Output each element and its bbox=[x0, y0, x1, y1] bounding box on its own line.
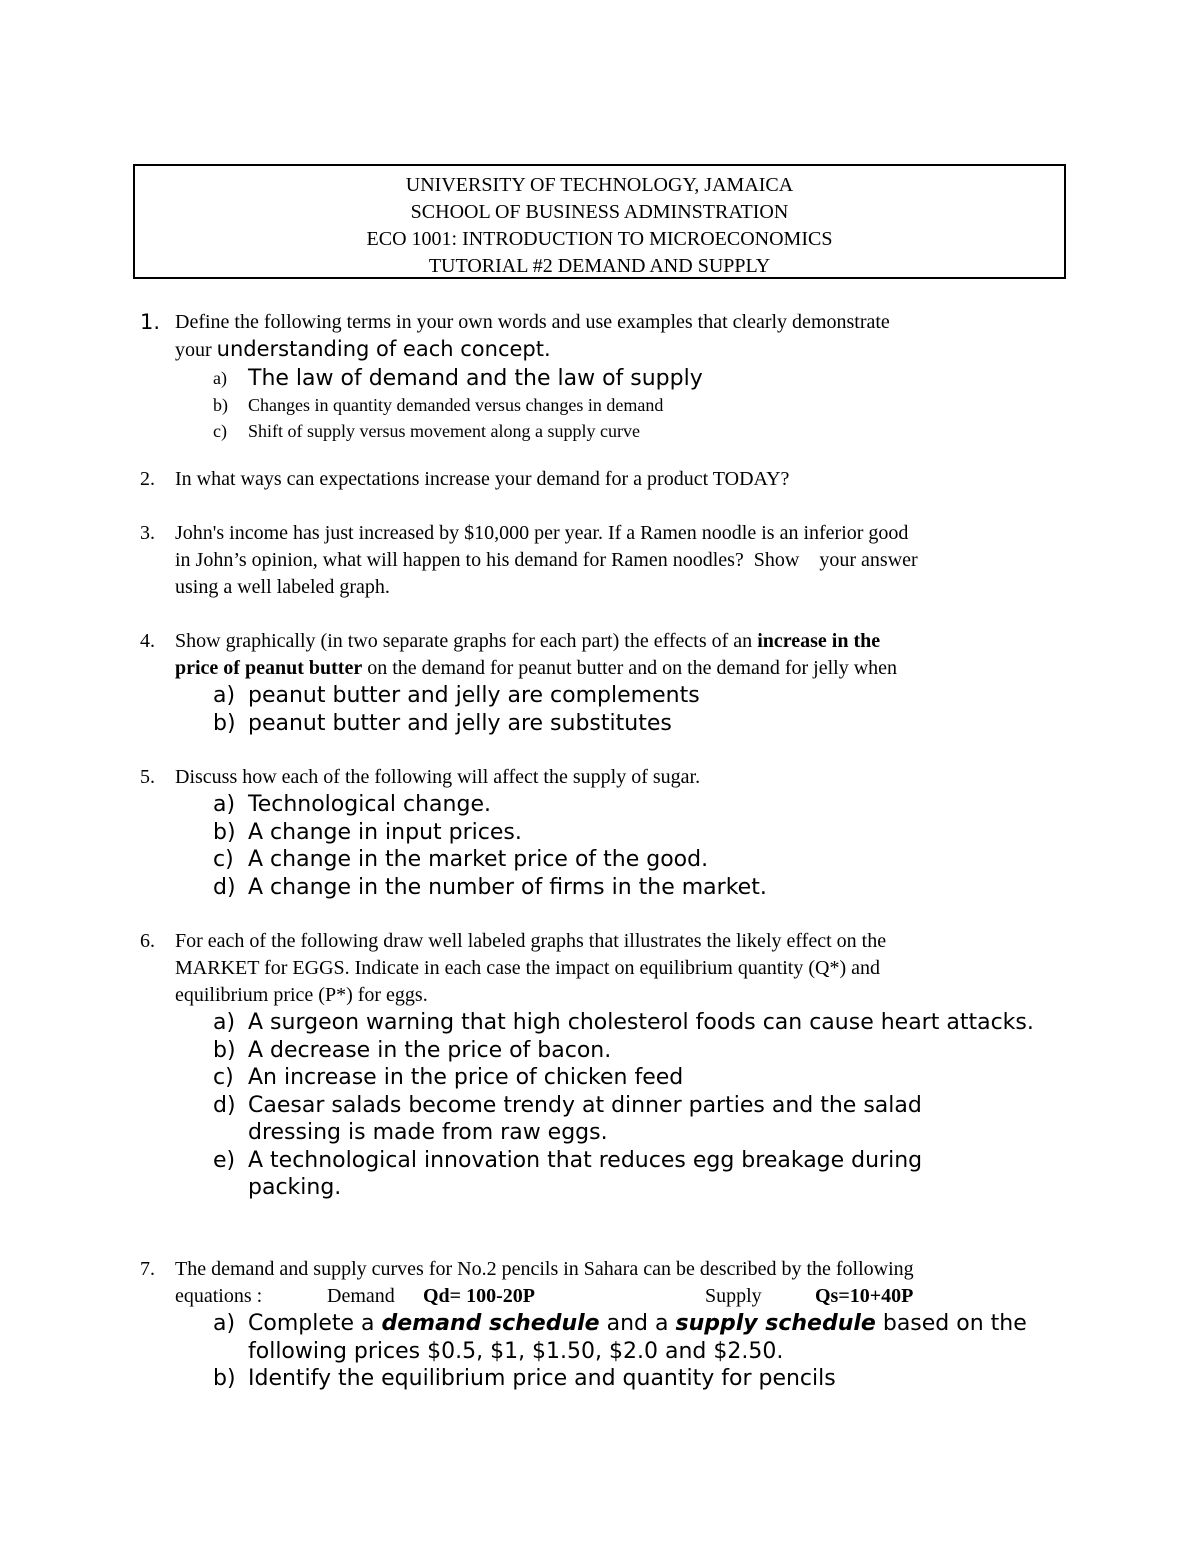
question-text-continued: your understanding of each concept. bbox=[175, 337, 551, 361]
list-item: c) Shift of supply versus movement along a supply curve bbox=[213, 421, 640, 441]
list-item: b) A decrease in the price of bacon. bbox=[213, 1037, 612, 1063]
question-number: 5. bbox=[140, 766, 155, 788]
question-2 bbox=[140, 466, 1070, 493]
title-box bbox=[133, 164, 1066, 279]
university-name: UNIVERSITY OF TECHNOLOGY, JAMAICA bbox=[405, 174, 794, 196]
supply-equation: Qs=10+40P bbox=[815, 1285, 914, 1307]
question-7 bbox=[140, 1256, 1070, 1393]
question-text: For each of the following draw well labeled graphs that illustrates the likely effect on the bbox=[175, 930, 887, 952]
question-4 bbox=[140, 628, 1070, 737]
question-text: John's income has just increased by $10,000 per year. If a Ramen noodle is an inferior good bbox=[175, 522, 909, 544]
question-6 bbox=[140, 928, 1070, 1202]
list-item: c) An increase in the price of chicken feed bbox=[213, 1065, 684, 1090]
question-number: 7. bbox=[140, 1258, 155, 1280]
demand-label: Demand bbox=[327, 1285, 395, 1307]
list-item: a) Complete a demand schedule and a supply schedule based on the following prices $0.5, $1, $1.50, $2.0 and $2.50. bbox=[213, 1311, 1027, 1364]
equations-line: equations : Demand Qd= 100-20P Supply Qs=10+40P bbox=[175, 1283, 1070, 1310]
question-1 bbox=[140, 309, 1070, 444]
question-5 bbox=[140, 764, 1070, 901]
question-text: price of peanut butter on the demand for peanut butter and on the demand for jelly when bbox=[175, 657, 898, 679]
supply-label: Supply bbox=[705, 1285, 762, 1307]
question-text: using a well labeled graph. bbox=[175, 576, 390, 598]
list-item: b) Identify the equilibrium price and quantity for pencils bbox=[213, 1366, 836, 1391]
question-text: Show graphically (in two separate graphs for each part) the effects of an increase in the bbox=[175, 630, 881, 652]
question-3 bbox=[140, 520, 1070, 601]
list-item: c) A change in the market price of the good. bbox=[213, 847, 709, 872]
list-item: a) Technological change. bbox=[213, 792, 491, 817]
demand-equation: Qd= 100-20P bbox=[423, 1285, 535, 1307]
question-text: Define the following terms in your own words and use examples that clearly demonstrate bbox=[175, 311, 890, 333]
school-name: SCHOOL OF BUSINESS ADMINSTRATION bbox=[410, 201, 789, 223]
question-text: Discuss how each of the following will affect the supply of sugar. bbox=[175, 766, 701, 788]
question-number: 6. bbox=[140, 930, 155, 952]
question-number: 3. bbox=[140, 522, 155, 544]
list-item: d) A change in the number of firms in the market. bbox=[213, 874, 767, 900]
list-item: d) Caesar salads become trendy at dinner parties and the salad dressing is made from raw eggs. bbox=[213, 1092, 922, 1145]
list-item: a) peanut butter and jelly are complements bbox=[213, 683, 700, 708]
question-text: The demand and supply curves for No.2 pencils in Sahara can be described by the following bbox=[175, 1258, 914, 1280]
list-item: a) A surgeon warning that high cholesterol foods can cause heart attacks. bbox=[213, 1010, 1034, 1035]
question-text: MARKET for EGGS. Indicate in each case the impact on equilibrium quantity (Q*) and bbox=[175, 957, 880, 979]
course-title: ECO 1001: INTRODUCTION TO MICROECONOMICS bbox=[366, 228, 833, 250]
list-item: b) Changes in quantity demanded versus changes in demand bbox=[213, 395, 664, 415]
list-item: b) peanut butter and jelly are substitutes bbox=[213, 710, 672, 736]
list-item: e) A technological innovation that reduces egg breakage during packing. bbox=[213, 1147, 923, 1200]
list-item: a) The law of demand and the law of supply bbox=[213, 366, 703, 391]
question-text: equilibrium price (P*) for eggs. bbox=[175, 984, 428, 1006]
tutorial-title: TUTORIAL #2 DEMAND AND SUPPLY bbox=[428, 255, 771, 277]
question-number: 2. bbox=[140, 468, 155, 490]
list-item: b) A change in input prices. bbox=[213, 819, 522, 845]
question-number: 4. bbox=[140, 630, 155, 652]
question-number: 1. bbox=[140, 310, 161, 334]
question-text: In what ways can expectations increase your demand for a product TODAY? bbox=[175, 468, 790, 490]
question-text: in John’s opinion, what will happen to his demand for Ramen noodles? Show your answer bbox=[175, 549, 918, 571]
